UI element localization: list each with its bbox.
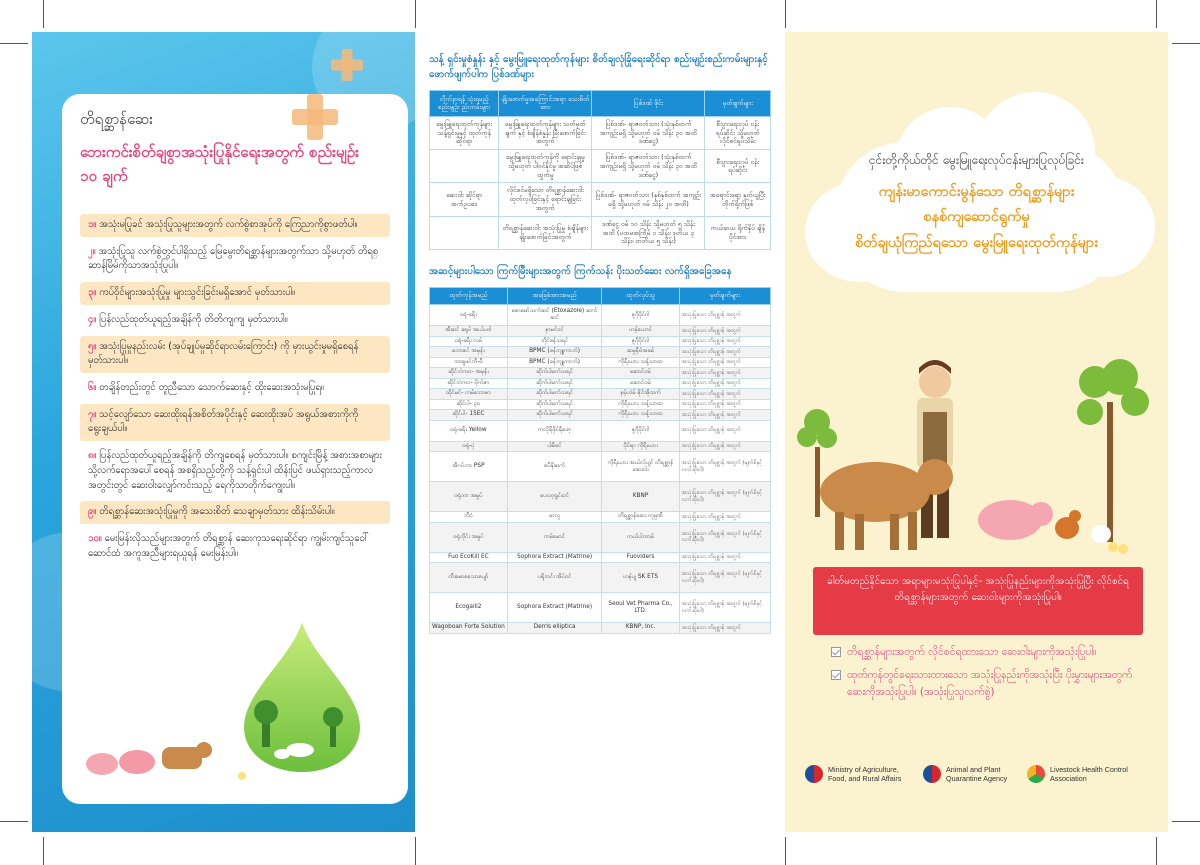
table-cell: ကိုရီးယား သန့်သာထ: [602, 399, 679, 410]
cover-subtitle: ငှင်းတို့ကိုယ်တိုင် မွေးမြူရေးလုပ်ငန်းများပြုလုပ်ခြင်း: [869, 153, 1084, 167]
table-row: [430, 410, 771, 421]
table-cell: အသုံးပြုသော တိရစ္ဆာန် အတွက်: [679, 512, 770, 523]
table-cell: ဇောမော်သက်ဆင် (Etoxazole) ဆက်ဆင်: [507, 305, 602, 326]
table-cell: နမ့်ဟဲမ် ဇိုင်အိုထက်: [602, 389, 679, 400]
table-cell: အသုံးပြုသော တိရစ္ဆာန် အတွက်: [679, 399, 770, 410]
crop-mark: [1156, 837, 1157, 865]
table-cell: ဆိုင်ပါ- 15EC: [430, 410, 508, 421]
table-cell: ဟန်ပျ SK ETS: [602, 563, 679, 593]
table-cell: ဆိုင်ဘဲကဝ- ဗိုက်ဇာ: [430, 378, 508, 389]
crop-mark: [415, 837, 416, 865]
table-cell: ကိုရီးယား သန့်သာထ: [602, 410, 679, 421]
rule-text: အသုံးမပြုခင် အသုံးပြုသူများအတွက် လက်စွဲစာအုပ်ကို ကြေညာကိုစွာဖတ်ပါ။: [99, 219, 358, 230]
table-cell: မွေးမြူရေးထုတ်ကုန်များ သတ်မှတ်ချက် နှင့် စံချိန်စံနှုန်း မြီးဖောက်ခြင်းအတွက်: [499, 116, 592, 149]
table-row: [430, 347, 771, 358]
table-cell: ကလိုရီဖိုင်ရီဖော့: [507, 420, 602, 441]
checklist-text: တိရစ္ဆာန်များအတွက် လိုင်စင်ရထားသော ဆေးဝါးများကိုအသုံးပြုပါ။: [847, 646, 1097, 658]
table-cell: ဘောဇင် အမှန်း: [430, 347, 508, 358]
table-cell: အသုံးပြုသော တိရစ္ဆာန် အတွက်: [679, 326, 770, 337]
rule-item: [80, 241, 390, 278]
checklist-item: [831, 644, 1141, 661]
rule-number: ၂။: [88, 245, 96, 257]
checkbox-icon: [831, 647, 841, 657]
table-cell: ဇူဂိုဗိုင်ဂါ: [602, 336, 679, 347]
crop-mark: [1172, 821, 1200, 822]
table-cell: [430, 216, 499, 249]
table-cell: အီဆင် ခရုပ် အယ်ပဝါ: [430, 326, 508, 337]
table-row: [430, 183, 771, 216]
water-drop-illustration: [242, 622, 362, 772]
table-cell: ဆိုင်ဘဲကဝ- အမှန်း: [430, 368, 508, 379]
rule-item: [80, 445, 390, 497]
crop-mark: [1172, 43, 1200, 44]
table-header: ပြစ်ဒဏ် ဖိုင်း: [592, 91, 705, 117]
logo-text: Ministry of Agriculture, Food, and Rural Affairs: [828, 765, 902, 784]
crop-mark: [43, 837, 44, 865]
table-header: မှတ်ချက်များ: [705, 91, 771, 117]
crop-mark: [1156, 0, 1157, 28]
table-cell: ဆိုက်ပါမက်သရင်: [507, 378, 602, 389]
table-cell: အသုံးပြုသော တိရစ္ဆာန် အတွက် (မျက်စိနှင့် လက်ဆိုးပါ): [679, 452, 770, 482]
table-cell: Seoul Vet Pharma Co., LTD.: [602, 593, 679, 623]
middle-panel: [415, 32, 785, 832]
table-cell: ကိုရီးယား အယ်လ်ပျင် တိရစ္ဆာန်ဆေးဝါး: [602, 452, 679, 482]
taegeuk-emblem-icon: [805, 765, 823, 783]
table-cell: မွေးမြူရေးထုတ်ကုန်ကို ရောင်းချမှု သို့မဟုတ် ပါဝင်နိုင်မှု အဆိပ်ဖြစ်ထွက်မှု: [499, 150, 592, 183]
table-cell: ဒဏ်ငွေ ဝမ် ၁၀ သိန်း သို့မဟုတ် ၅ သိန်း အထိ (ပထမအကြိမ် ၁ သိန်း၊ ဒုတိယ ၃ သိန်း၊ တတိယ ၅ သိန်း): [592, 216, 705, 249]
rule-item: [80, 377, 390, 400]
rule-text: သင့်လျော်သော ဆေးထိုးရန်အစိတ်အပိုင်းနှင့် ဆေးထိုးအပ် အရွယ်အစားကိုကို ရွေးချယ်ပါ။: [88, 408, 359, 435]
rule-text: မေးမြန်းလိုသည်များအတွက် တိရစ္ဆာန် ဆေးကုသရေးဆိုင်ရာ ကျွမ်းကျင်သူဝေါ်ဆောင်ထံ အကူအညီများရယူရန် မေးမြန်းပါ။: [88, 533, 369, 559]
table-cell: ဘီဝံ: [430, 512, 508, 523]
rule-number: ၁၀။: [88, 533, 102, 545]
table-cell: အသုံးပြုသော တိရစ္ဆာန် အတွက်: [679, 347, 770, 358]
table-cell: Wagoboan Forte Solution: [430, 623, 508, 634]
table-row: [430, 482, 771, 512]
table-row: [430, 326, 771, 337]
rule-number: ၅။: [88, 340, 97, 352]
table-cell: ဖာလူ: [507, 512, 602, 523]
table-cell: ဝရုံ-ခရီး Yellow: [430, 420, 508, 441]
table-cell: တီးမောစသောပျော်: [430, 563, 508, 593]
table-cell: ဆောင်ဝမ်: [602, 368, 679, 379]
table-cell: ဝရုံ-ခရီး လမ်: [430, 336, 508, 347]
table-cell: ဝရုံဘာ အမှုပ်: [430, 482, 508, 512]
crop-mark: [415, 0, 416, 28]
table-cell: အသုံးပြုသော တိရစ္ဆာန် အတွက်: [679, 623, 770, 634]
cover-title-line: စနစ်ကျဆောင်ရွက်မှု: [923, 209, 1030, 226]
table-header: ထုတ်လုပ်သူ: [602, 288, 679, 305]
association-emblem-icon: [1027, 765, 1045, 783]
table-cell: ဆမူနီဗ်အခမ်: [602, 347, 679, 358]
table-cell: အသုံးပြုသော တိရစ္ဆာန် အတွက်: [679, 378, 770, 389]
table-cell: ပြစ်ဒဏ်- ရာဇဝတ်သား (သုံးနှစ်ထက် အကျဉ်းမရှိ သို့မဟုတ် ဝမ် သိန်း ၃၀ အထိ ဒဏ်ငွေ): [592, 116, 705, 149]
ministry-logo: [805, 765, 901, 784]
rule-item: [80, 214, 390, 237]
rule-item: [80, 336, 390, 373]
rule-text: ပြန်လည်ထုတ်ယူရည့်အချိန်ကို တိတိကျကျ မှတ်သားပါ။: [99, 313, 288, 325]
table-row: [430, 399, 771, 410]
partner-logos: [805, 765, 1155, 793]
table-cell: ဘိုင်ဖန်သရင်: [507, 336, 602, 347]
rule-text: တချိန်တည်းတွင် တူညီသော သောက်ဆေးနှင့် ထိုးဆေးအသုံးမပြုရ။: [99, 382, 324, 394]
table-row: [430, 623, 771, 634]
table-cell: ဆိုက်ပါမက်သရင်: [507, 399, 602, 410]
table-cell: တိရစ္ဆာန်ဆေး ကုမ္ပဏီ: [602, 512, 679, 523]
table-cell: ပရိုဘင်း အိပ်ဝင်: [507, 563, 602, 593]
table-cell: ဟန်ယောင်: [602, 326, 679, 337]
table-cell: လိုင်စင်မရှိသော တိရစ္ဆာန်ဆေးဝါး ထုတ်လုပ်ခြင်းနှင့် ရောင်းချခြင်းအတွက်: [499, 183, 592, 216]
rule-number: ၆။: [88, 382, 97, 394]
table-row: [430, 552, 771, 563]
table-cell: အသုံးပြုသော တိရစ္ဆာန် အတွက် (မျက်စိနှင့် လက်ဆိုးပါ): [679, 593, 770, 623]
table-cell: ဆောင်ဝမ်: [602, 378, 679, 389]
taegeuk-emblem-icon: [923, 765, 941, 783]
table-cell: အသုံးပြုသော တိရစ္ဆာန် အတွက်: [679, 420, 770, 441]
table-cell: ဝရုံ-ပုံ: [430, 441, 508, 452]
table-cell: Fuoviders: [602, 552, 679, 563]
rule-number: ၃။: [88, 287, 97, 299]
table-row: [430, 389, 771, 400]
table-cell: တိရစ္ဆာန်ဆေးဝါး အသုံးပြုမှု စံချိန်များ ချိုးဖောက်ခြင်းအတွက်: [499, 216, 592, 249]
left-panel: [32, 32, 415, 832]
table-cell: အသုံးပြုသော တိရစ္ဆာန် အတွက် (မျက်စိနှင့် လက်ဆိုးပါ): [679, 522, 770, 552]
rule-number: ၈။: [88, 450, 97, 462]
table-cell: အသုံးပြုသော တိရစ္ဆာန် အတွက် (မျက်စိနှင့် လက်ဆိုးပါ): [679, 563, 770, 593]
table-cell: ကယ်ဆယ ရိုက်နှိပ် ချိန်ပိုင်အား: [705, 216, 771, 249]
table-cell: BPMC (ဖန်ဘျူကာဘ်): [507, 357, 602, 368]
table-cell: အသုံးပြုသော တိရစ္ဆာန် အတွက်: [679, 552, 770, 563]
farmer-livestock-illustration: [795, 342, 1160, 562]
table-cell: စီးပွားရေးလုပ် ငန်းရပ်ဆိုင်း: [705, 150, 771, 183]
rule-item: [80, 309, 390, 332]
table-row: [430, 368, 771, 379]
table-row: [430, 116, 771, 149]
table-cell: အီဂပ်ဘာ PSP: [430, 452, 508, 482]
table-cell: အသုံးပြုသော တိရစ္ဆာန် အတွက်: [679, 389, 770, 400]
livestock-association-logo: [1027, 765, 1128, 784]
table-row: [430, 563, 771, 593]
table-header: အခြေခံအားအမည်: [507, 288, 602, 305]
table-cell: ဝရုံ-ခရီး: [430, 305, 508, 326]
table-row: [430, 522, 771, 552]
logo-text: Livestock Health Control Association: [1050, 765, 1128, 784]
table-row: [430, 357, 771, 368]
table-cell: Ecogalli2: [430, 593, 508, 623]
cover-title-line: စိတ်ချယုံကြည်ရသော မွေးမြူရေးထုတ်ကုန်များ: [855, 234, 1098, 251]
rule-item: [80, 282, 390, 305]
table-cell: ပေလာ့ရွင်းဝင်: [507, 482, 602, 512]
table-cell: Sophora Extract (Matrine): [507, 552, 602, 563]
rule-text: အသုံးပြုသူ လက်စွဲတွင်ပါရှိသည့် မြေမွေးတိရစ္ဆာန်များအတွက်သာ သို့မဟုတ် တိရစ္ဆာန်မြိမ်ကိုသာအသုံးပြုပါ။: [88, 245, 379, 272]
insecticide-table: [429, 287, 771, 634]
rule-number: ၉။: [88, 506, 97, 518]
table-cell: အသုံးပြုသော တိရစ္ဆာန် အတွက်: [679, 305, 770, 326]
cover-title: [785, 180, 1168, 256]
table-cell: စီးပွားရေးလုပ် ငန်းရပ်ဆိုင်း သို့မဟုတ် လိုင်စင်ရုပ်သိမ်း: [705, 116, 771, 149]
table-header: ထုတ်ကုန်အမည်: [430, 288, 508, 305]
rule-text: တိရစ္ဆာန်ဆေးအသုံးပြုမှုကို အသေးစိတ် သေချာမှတ်သား ထိန်းသိမ်းပါ။: [99, 506, 335, 518]
rule-text: ပြန်လည်ထုတ်ယူရည့်အချိန်ကို တိကျစေရန် မှတ်သားပါ။ စကျင်းမြိန့် အစားအစာများသို့လက်ရောအပေါ်စေရန် အစရှိသည့်တို့ကို သန့်ရှင်းပါ ထိန်းပြင် ဖယ်ရှားသည့်ကာလအတွင်းတွင် ဆေးဝါးလျှော်ကင်းသည့် ရေကိုသာတိုက်ကျွေးပါ။: [88, 450, 382, 491]
table-row: [430, 441, 771, 452]
crop-mark: [0, 821, 28, 822]
table-cell: အသုံးပြုသော တိရစ္ဆာန် အတွက်: [679, 368, 770, 379]
table-cell: ပြစ်ဒဏ်- ရာဇဝတ်သား (နှစ်နှစ်ထက် အကျဉ်းမရှိ သို့မဟုတ် ဝမ် သိန်း ၂၀ အထိ): [592, 183, 705, 216]
farm-animals-illustration: [82, 732, 252, 782]
table-cell: အသုံးပြုသော တိရစ္ဆာန် အတွက်: [679, 441, 770, 452]
table-row: [430, 150, 771, 183]
insecticide-heading: အဆင့်များပါသော ကြက်မြီးများအတွက် ကြက်သန်း ပိုးသတ်ဆေး လက်ရှိအခြေအနေ: [429, 266, 732, 278]
table-cell: ဆိုက်ပါမက်သရင်: [507, 368, 602, 379]
cover-title-line: ကျန်းမာကောင်းမွန်သော တိရစ္ဆာန်များ: [878, 184, 1075, 200]
table-cell: KBNP, Inc.: [602, 623, 679, 634]
table-row: [430, 336, 771, 347]
checkbox-icon: [831, 670, 841, 680]
card-subtitle: တိရစ္ဆာန်ဆေး: [80, 110, 153, 128]
rule-number: ၁။: [88, 219, 97, 230]
rule-item: [80, 501, 390, 524]
plus-icon: [331, 49, 363, 81]
table-cell: ဝိုင်ရာ ကိုရီးယား: [602, 441, 679, 452]
table-cell: [430, 150, 499, 183]
table-row: [430, 512, 771, 523]
table-cell: အသုံးပြုသော တိရစ္ဆာန် အတွက်: [679, 357, 770, 368]
table-cell: ဆိုင်ပါ- ၃၀: [430, 399, 508, 410]
table-cell: ဆေးဝါး ဆိုင်ရာ အက်ဥပဒေ: [430, 183, 499, 216]
penalties-table: [429, 90, 771, 250]
table-cell: မွေးမြူရေးထုတ်ကုန်များ သန့်ရှင်းမှုနှင့် ထုတ်ကုန်ဆိုင်ရာ: [430, 116, 499, 149]
table-cell: ကမ်မောင်: [507, 522, 602, 552]
table-cell: ဆိုက်ပါမက်သရင်: [507, 410, 602, 421]
rule-number: ၄။: [88, 313, 97, 325]
checklist-text: ထုတ်ကုန်တွင်ရေးသားထားသော အသုံးပြုနည်းကိုအသုံးပြီး ပိုးမွှားများအတွက်ဆေးကိုအသုံးပြုပါ။ (အသုံးပြုသူလက်စွဲ): [847, 668, 1133, 698]
table-cell: စပီနိုဆက်: [507, 452, 602, 482]
table-row: [430, 305, 771, 326]
rules-list: [80, 214, 390, 566]
table-cell: ဝရုံဘိုင်း အမှုပ်: [430, 522, 508, 552]
table-cell: Derris elliptica: [507, 623, 602, 634]
table-cell: ပါမီဖင်: [507, 441, 602, 452]
crop-mark: [785, 0, 786, 28]
regulations-heading: သန့် ရှင်းမှုစံနှုန်း နှင့် မွေးမြူရေးထုတ်ကုန်များ စိတ်ချလုံခြုံရေးဆိုင်ရာ စည်းမျဉ်းစည်းကမ်းများနှင့် ဖောက်ဖျက်ပါက ပြစ်ဒဏ်များ: [429, 54, 768, 80]
crop-mark: [785, 837, 786, 865]
table-cell: ဘာရူဖင်ကီ-ဗီ: [430, 357, 508, 368]
table-row: [430, 593, 771, 623]
table-cell: BPMC (ဖန်ဘျူကာဘ်): [507, 347, 602, 358]
logo-text: Animal and Plant Quarantine Agency: [946, 765, 1008, 784]
rule-text: အသုံးပြုမှုနည်းလမ်း (အုပ်ချုပ်မှုဆိုင်ရာလမ်းကြောင်း) ကို မှားယွင်းမှုမရှိစေရန် မှတ်သားပါ။: [88, 340, 359, 367]
table-row: [430, 216, 771, 249]
table-row: [430, 420, 771, 441]
crop-mark: [0, 43, 28, 44]
rule-item: [80, 528, 390, 565]
rule-text: ကပ်ဝိုင်များအသုံးပြုမှု များသွင်းခြင်းမရှိအောင် မှတ်သားပါ။: [99, 287, 296, 299]
table-cell: နာမင်ဝင်: [507, 326, 602, 337]
table-cell: ပြစ်ဒဏ်- ရာဇဝတ်သား (သုံးနှစ်ထက် အကျဉ်းမရှိ သို့မဟုတ် ဝမ် သိန်း ၃၀ အထိ ဒဏ်ငွေ): [592, 150, 705, 183]
table-cell: အသုံးပြုသော တိရစ္ဆာန် အတွက်: [679, 336, 770, 347]
table-cell: အရောင်းရော့ နုတ်ယူပြီး တိုက်ရိုက်ဖြစ်: [705, 183, 771, 216]
plus-icon: [292, 94, 338, 140]
checklist: [831, 644, 1141, 706]
rule-number: ၇။: [88, 408, 97, 420]
table-cell: Sophora Extract (Matrine): [507, 593, 602, 623]
table-cell: ဇူဂိုဗိုင်ဂါ: [602, 305, 679, 326]
table-cell: ကိုရီးယား သန့်သာထ: [602, 357, 679, 368]
table-header: ချိုးဖောက်မှုအကြောင်းအရာ သေးစိတ်အား: [499, 91, 592, 117]
crop-mark: [43, 0, 44, 28]
table-cell: အသုံးပြုသော တိရစ္ဆာန် အတွက် (မျက်စိနှင့် လက်ဆိုးပါ): [679, 482, 770, 512]
right-panel: [785, 32, 1168, 832]
warning-banner: ခါတ်မတည်နိုင်သော အရာများမသုံးပြုပါနှင့်- အသုံးပြုနည်းများကိုအသုံးပြုပြီး လိုင်စင်ရ တိရစ္ဆာန်များအတွက် ဆေးဝါးများကိုအသုံးပြုပါ။: [813, 567, 1143, 635]
table-cell: ကယ်ပါဘာမ်: [602, 522, 679, 552]
table-cell: KBNP: [602, 482, 679, 512]
table-header: မှတ်ချက်များ: [679, 288, 770, 305]
card-title: ဘေးကင်းစိတ်ချစွာအသုံးပြုနိုင်ရေးအတွက် စည်းမျဉ်း ၁၀ ချက်: [80, 143, 359, 185]
checklist-item: [831, 667, 1141, 701]
table-cell: ဇူဂိုဗိုင်ဂါ: [602, 420, 679, 441]
quarantine-agency-logo: [923, 765, 1007, 784]
table-cell: အသုံးပြုသော တိရစ္ဆာန် အတွက်: [679, 410, 770, 421]
rule-item: [80, 404, 390, 441]
table-row: [430, 452, 771, 482]
table-cell: Fuo EcoKill EC: [430, 552, 508, 563]
table-cell: ထိုင်မင်- ကမ်ဘောဇာ: [430, 389, 508, 400]
table-header: လိုက်နာရန် သုံးရမည့် စည်းမျဉ်း ည်းကမ်းများ: [430, 91, 499, 117]
table-row: [430, 378, 771, 389]
table-cell: ဆိုက်ပါမက်သရင်: [507, 389, 602, 400]
